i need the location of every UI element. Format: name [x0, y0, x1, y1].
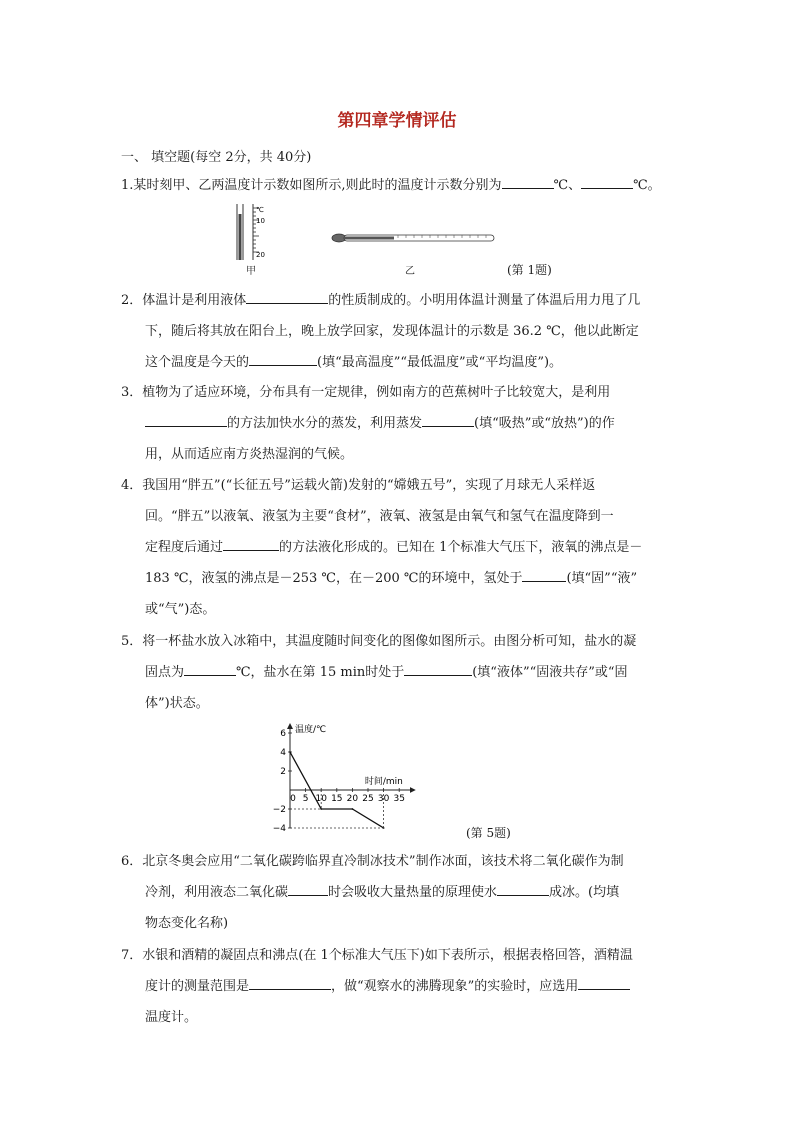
- thermometer-jia-figure: [232, 200, 272, 262]
- x-tick-label: 25: [362, 794, 374, 804]
- thermometer-yi-figure: [330, 228, 500, 248]
- y-axis-label: 温度/℃: [295, 725, 327, 735]
- answer-blank[interactable]: [288, 881, 328, 896]
- q5-text: ℃，盐水在第 15 min时处于: [236, 665, 405, 680]
- q4-text: 的方法液化形成的。已知在 1个标准大气压下，液氧的沸点是－: [279, 540, 643, 555]
- x-tick-label: 15: [331, 794, 343, 804]
- question-2: [121, 285, 681, 378]
- q4-text: 4．我国用“胖五”(“长征五号”运载火箭)发射的“嫦娥五号”，实现了月球无人采样返: [121, 478, 596, 493]
- answer-blank[interactable]: [145, 412, 227, 427]
- answer-blank[interactable]: [497, 881, 549, 896]
- q3-text: 的方法加快水分的蒸发，利用蒸发: [227, 416, 423, 431]
- q2-text: 下，随后将其放在阳台上，晚上放学回家，发现体温计的示数是 36.2 ℃，他以此断定: [145, 324, 639, 339]
- q1-text: 1.某时刻甲、乙两温度计示数如图所示,则此时的温度计示数分别为: [121, 178, 502, 193]
- answer-blank[interactable]: [246, 289, 328, 304]
- x-tick-label: 20: [346, 794, 359, 804]
- q7-text: 7．水银和酒精的凝固点和沸点(在 1个标准大气压下)如下表所示，根据表格回答，酒精温: [121, 948, 633, 963]
- q4-text: (填“固”“液”: [566, 571, 638, 586]
- liquid-column: [239, 214, 242, 260]
- q5-text: 体”)状态。: [145, 696, 209, 711]
- q6-text: 成冰。(均填: [549, 885, 620, 900]
- question-1: [121, 170, 681, 201]
- q5-text: (填“液体”“固液共存”或“固: [472, 665, 628, 680]
- x-axis-label: 时间/min: [364, 777, 403, 787]
- answer-blank[interactable]: [502, 174, 554, 189]
- data-point: [289, 751, 291, 753]
- answer-blank[interactable]: [578, 975, 630, 990]
- q3-text: 3．植物为了适应环境，分布具有一定规律，例如南方的芭蕉树叶子比较宽大，是利用: [121, 385, 611, 400]
- answer-blank[interactable]: [184, 661, 236, 676]
- therm-tick-label: 10: [256, 217, 265, 225]
- x-tick-label: 35: [393, 794, 405, 804]
- x-tick-label: 5: [302, 794, 309, 804]
- x-tick-label: 10: [315, 794, 327, 804]
- page-title: 第四章学情评估: [337, 111, 457, 131]
- answer-blank[interactable]: [422, 412, 474, 427]
- y-tick-label: 2: [280, 767, 286, 777]
- figure-5-caption: (第 5题): [466, 826, 511, 840]
- q1-unit: ℃。: [633, 178, 661, 193]
- data-point: [352, 808, 354, 810]
- x-tick-label: 30: [377, 794, 390, 804]
- q2-text: 这个温度是今天的: [145, 355, 250, 370]
- y-tick-label: −4: [272, 824, 286, 834]
- q3-text: 用，从而适应南方炎热湿润的气候。: [145, 447, 354, 462]
- answer-blank[interactable]: [249, 351, 317, 366]
- question-6: [121, 846, 681, 939]
- q5-text: 5．将一杯盐水放入冰箱中，其温度随时间变化的图像如图所示。由图分析可知，盐水的凝: [121, 634, 637, 649]
- answer-blank[interactable]: [522, 567, 566, 582]
- thermometer-yi-label: 乙: [405, 266, 415, 277]
- q6-text: 物态变化名称): [145, 916, 229, 931]
- question-5: [121, 626, 681, 719]
- y-tick-label: 4: [280, 748, 286, 758]
- y-tick-label: −2: [272, 805, 286, 815]
- q6-text: 6．北京冬奥会应用“二氧化碳跨临界直冷制冰技术”制作冰面，该技术将二氧化碳作为制: [121, 854, 624, 869]
- answer-blank[interactable]: [223, 536, 279, 551]
- q4-text: 183 ℃，液氢的沸点是－253 ℃，在－200 ℃的环境中，氢处于: [145, 571, 523, 586]
- q5-text: 固点为: [145, 665, 185, 680]
- q7-text: ，做“观察水的沸腾现象”的实验时，应选用: [331, 979, 579, 994]
- answer-blank[interactable]: [249, 975, 331, 990]
- temperature-time-chart: [268, 716, 448, 838]
- question-3: [121, 377, 681, 470]
- q3-text: (填“吸热”或“放热”)的作: [474, 416, 615, 431]
- q2-text: (填“最高温度”“最低温度”或“平均温度”)。: [317, 355, 563, 370]
- therm-tick-label: 20: [256, 251, 265, 259]
- q4-text: 回。“胖五”以液氧、液氢为主要“食材”，液氧、液氢是由氧气和氢气在温度降到一: [145, 509, 614, 524]
- q7-text: 温度计。: [145, 1010, 198, 1025]
- figure-1-caption: (第 1题): [507, 263, 552, 277]
- answer-blank[interactable]: [404, 661, 472, 676]
- thermometer-jia-label: 甲: [246, 266, 256, 277]
- q2-text: 的性质制成的。小明用体温计测量了体温后用力甩了几: [328, 293, 641, 308]
- y-tick-label: 6: [280, 729, 286, 739]
- x-tick-label: 0: [290, 794, 296, 804]
- q7-text: 度计的测量范围是: [145, 979, 250, 994]
- q1-unit: ℃、: [553, 178, 582, 193]
- scale-ticks: [253, 208, 259, 252]
- section-heading: 一、 填空题(每空 2分，共 40分): [121, 150, 312, 165]
- question-7: [121, 940, 681, 1033]
- q4-text: 定程度后通过: [145, 540, 224, 555]
- q6-text: 冷剂，利用液态二氧化碳: [145, 885, 289, 900]
- q4-text: 或“气”)态。: [145, 602, 216, 617]
- q6-text: 时会吸收大量热量的原理使水: [328, 885, 498, 900]
- therm-unit-label: ℃: [256, 206, 264, 214]
- answer-blank[interactable]: [581, 174, 633, 189]
- liquid-column: [344, 237, 394, 240]
- question-4: [121, 470, 681, 625]
- data-point: [320, 808, 322, 810]
- q2-text: 2．体温计是利用液体: [121, 293, 247, 308]
